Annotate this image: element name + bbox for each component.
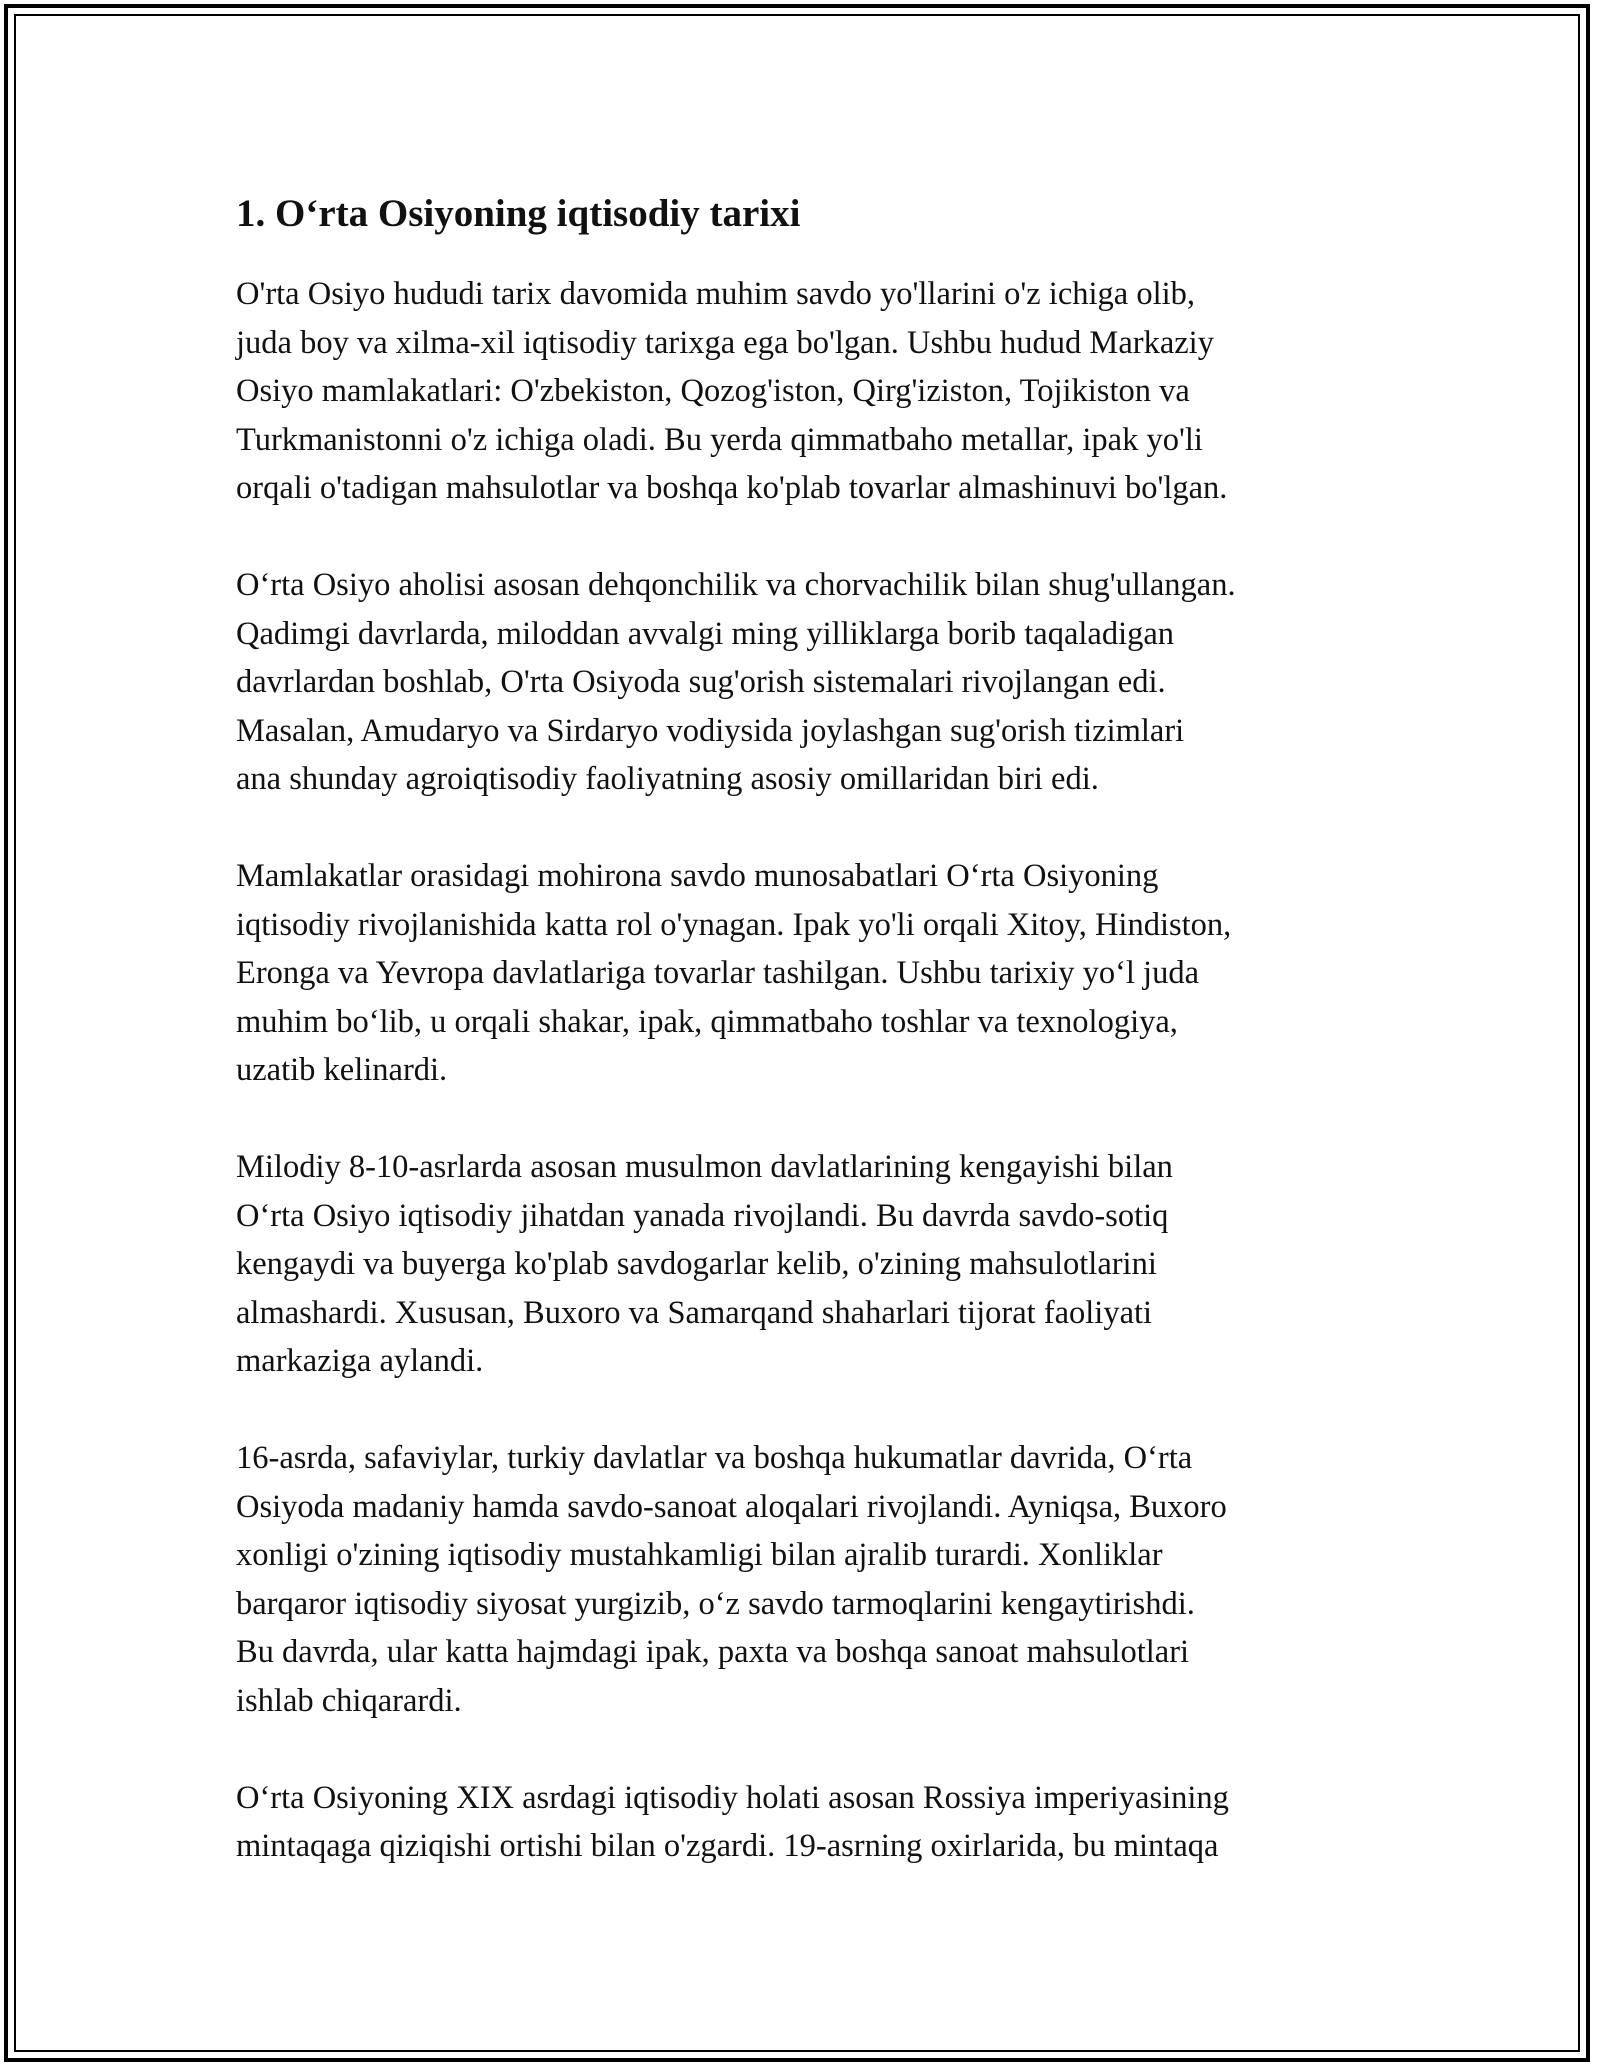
paragraph-line: 16-asrda, safaviylar, turkiy davlatlar va boshqa hukumatlar davrida, O‘rta [236,1440,1193,1476]
paragraph [236,270,1376,513]
paragraph-line: iqtisodiy rivojlanishida katta rol o'ynagan. Ipak yo'li orqali Xitoy, Hindiston, [236,906,1232,943]
paragraph-line: davrlardan boshlab, O'rta Osiyoda sug'orish sistemalari rivojlangan edi. [236,664,1166,700]
paragraph-line: mintaqaga qiziqishi ortishi bilan o'zgardi. 19-asrning oxirlarida, bu mintaqa [236,1828,1219,1864]
paragraph-line: Eronga va Yevropa davlatlariga tovarlar tashilgan. Ushbu tarixiy yo‘l juda [236,955,1200,991]
paragraph-line: Qadimgi davrlarda, miloddan avvalgi ming yilliklarga borib taqaladigan [236,615,1175,652]
paragraph-line: O‘rta Osiyo iqtisodiy jihatdan yanada rivojlandi. Bu davrda savdo-sotiq [236,1197,1169,1234]
paragraph-line: markaziga aylandi. [236,1343,484,1379]
paragraph-line: Milodiy 8-10-asrlarda asosan musulmon davlatlarining kengayishi bilan [236,1149,1173,1185]
paragraph-line: Turkmanistonni o'z ichiga oladi. Bu yerda qimmatbaho metallar, ipak yo'li [236,421,1203,458]
paragraph-line: ana shunday agroiqtisodiy faoliyatning asosiy omillaridan biri edi. [236,761,1099,797]
paragraph-line: Osiyo mamlakatlari: O'zbekiston, Qozog'iston, Qirg'iziston, Tojikiston va [236,373,1190,409]
paragraph-line: Bu davrda, ular katta hajmdagi ipak, paxta va boshqa sanoat mahsulotlari [236,1634,1190,1670]
paragraph-line: juda boy va xilma-xil iqtisodiy tarixga ega bo'lgan. Ushbu hudud Markaziy [236,324,1214,361]
paragraph [236,1143,1376,1386]
paragraph-line: O‘rta Osiyoning XIX asrdagi iqtisodiy holati asosan Rossiya imperiyasining [236,1779,1229,1816]
section-heading: 1. O‘rta Osiyoning iqtisodiy tarixi [236,192,801,235]
paragraph-line: barqaror iqtisodiy siyosat yurgizib, o‘z savdo tarmoqlarini kengaytirishdi. [236,1585,1195,1622]
paragraph-line: ishlab chiqarardi. [236,1682,462,1719]
paragraph-line: almashardi. Xususan, Buxoro va Samarqand shaharlari tijorat faoliyati [236,1294,1153,1331]
paragraph [236,561,1376,804]
paragraph-line: Mamlakatlar orasidagi mohirona savdo munosabatlari O‘rta Osiyoning [236,858,1159,894]
paragraph-line: orqali o'tadigan mahsulotlar va boshqa ko'plab tovarlar almashinuvi bo'lgan. [236,470,1228,506]
paragraph-line: kengaydi va buyerga ko'plab savdogarlar kelib, o'zining mahsulotlarini [236,1246,1157,1282]
paragraph-line: muhim bo‘lib, u orqali shakar, ipak, qimmatbaho toshlar va texnologiya, [236,1003,1178,1040]
paragraph-line: Masalan, Amudaryo va Sirdaryo vodiysida joylashgan sug'orish tizimlari [236,712,1185,749]
paragraph [236,1774,1376,1871]
paragraph [236,852,1376,1095]
paragraph-line: Osiyoda madaniy hamda savdo-sanoat aloqalari rivojlandi. Ayniqsa, Buxoro [236,1488,1227,1525]
paragraph-line: uzatib kelinardi. [236,1052,448,1088]
paragraph-list [236,270,1376,1871]
paragraph [236,1434,1376,1725]
paragraph-line: xonligi o'zining iqtisodiy mustahkamligi bilan ajralib turardi. Xonliklar [236,1537,1163,1573]
paragraph-line: O‘rta Osiyo aholisi asosan dehqonchilik va chorvachilik bilan shug'ullangan. [236,567,1236,603]
document-body [236,186,1376,1919]
paragraph-line: O'rta Osiyo hududi tarix davomida muhim savdo yo'llarini o'z ichiga olib, [236,276,1196,312]
